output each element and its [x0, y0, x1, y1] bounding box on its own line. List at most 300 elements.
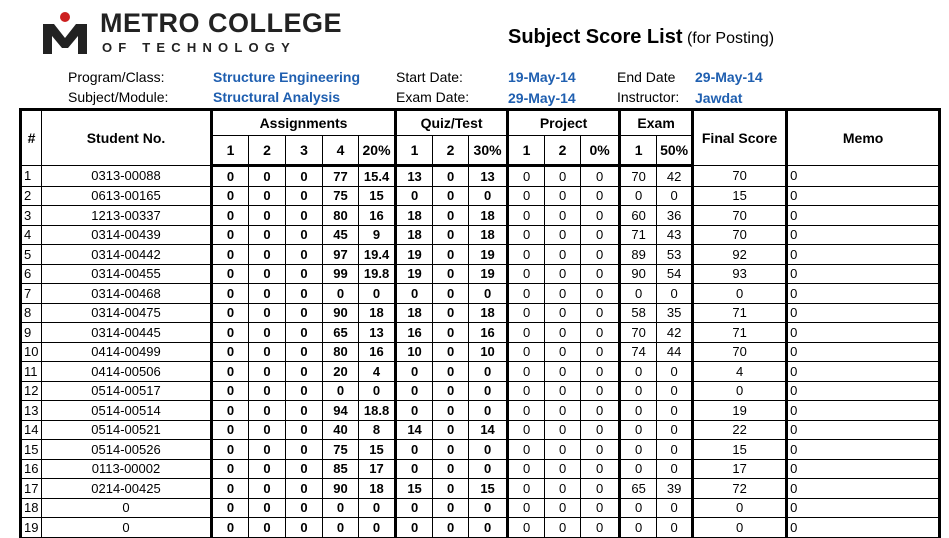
assignment-score-cell: 0	[212, 401, 249, 421]
assignment-score-cell: 0	[323, 518, 359, 538]
student-no-cell: 0314-00455	[42, 264, 212, 284]
assignment-score-cell: 0	[286, 206, 323, 226]
row-number: 5	[21, 245, 42, 265]
quiz-score-cell: 0	[396, 186, 433, 206]
row-number: 19	[21, 518, 42, 538]
quiz-score-cell: 16	[469, 323, 508, 343]
logo-subtitle: OF TECHNOLOGY	[102, 40, 296, 55]
project-score-cell: 0	[545, 498, 581, 518]
assignment-score-cell: 0	[286, 245, 323, 265]
project-score-cell: 0	[581, 323, 620, 343]
student-no-cell: 0314-00475	[42, 303, 212, 323]
quiz-score-cell: 0	[469, 518, 508, 538]
document-title	[508, 26, 774, 49]
row-number: 8	[21, 303, 42, 323]
assignment-score-cell: 17	[359, 459, 396, 479]
quiz-score-cell: 15	[469, 479, 508, 499]
exam-score-cell: 0	[657, 440, 693, 460]
assignment-score-cell: 0	[286, 166, 323, 187]
project-score-cell: 0	[581, 166, 620, 187]
project-score-cell: 0	[508, 362, 545, 382]
exam-score-cell: 0	[657, 498, 693, 518]
final-score-cell: 70	[693, 166, 787, 187]
table-row	[21, 518, 940, 538]
assignment-score-cell: 0	[212, 225, 249, 245]
quiz-score-cell: 0	[469, 186, 508, 206]
subheader-cell: 2	[545, 136, 581, 166]
final-score-cell: 4	[693, 362, 787, 382]
exam-score-cell: 0	[657, 186, 693, 206]
document-title-main: Subject Score List	[508, 26, 683, 48]
project-score-cell: 0	[545, 381, 581, 401]
project-score-cell: 0	[581, 362, 620, 382]
row-number: 10	[21, 342, 42, 362]
assignment-score-cell: 0	[212, 303, 249, 323]
table-row	[21, 459, 940, 479]
student-no-cell: 0613-00165	[42, 186, 212, 206]
assignment-score-cell: 0	[212, 420, 249, 440]
student-no-cell: 0514-00521	[42, 420, 212, 440]
assignment-score-cell: 0	[286, 342, 323, 362]
memo-cell: 0	[787, 225, 940, 245]
assignment-score-cell: 0	[286, 401, 323, 421]
header-project: Project	[508, 110, 620, 136]
assignment-score-cell: 0	[286, 381, 323, 401]
quiz-score-cell: 0	[433, 225, 469, 245]
assignment-score-cell: 0	[323, 284, 359, 304]
quiz-score-cell: 19	[469, 264, 508, 284]
exam-score-cell: 0	[620, 186, 657, 206]
quiz-score-cell: 0	[396, 362, 433, 382]
row-number: 11	[21, 362, 42, 382]
quiz-score-cell: 16	[396, 323, 433, 343]
quiz-score-cell: 0	[469, 498, 508, 518]
quiz-score-cell: 0	[433, 264, 469, 284]
quiz-score-cell: 0	[469, 362, 508, 382]
row-number: 4	[21, 225, 42, 245]
memo-cell: 0	[787, 323, 940, 343]
project-score-cell: 0	[581, 245, 620, 265]
row-number: 15	[21, 440, 42, 460]
project-score-cell: 0	[581, 186, 620, 206]
quiz-score-cell: 18	[469, 225, 508, 245]
assignment-score-cell: 0	[212, 342, 249, 362]
assignment-score-cell: 80	[323, 342, 359, 362]
assignment-score-cell: 0	[212, 381, 249, 401]
student-no-cell: 0113-00002	[42, 459, 212, 479]
memo-cell: 0	[787, 303, 940, 323]
instructor-value: Jawdat	[695, 90, 743, 106]
assignment-score-cell: 0	[286, 440, 323, 460]
assignment-score-cell: 0	[359, 381, 396, 401]
assignment-score-cell: 0	[249, 401, 286, 421]
exam-score-cell: 60	[620, 206, 657, 226]
subheader-cell: 20%	[359, 136, 396, 166]
memo-cell: 0	[787, 498, 940, 518]
assignment-score-cell: 0	[249, 498, 286, 518]
assignment-score-cell: 0	[249, 225, 286, 245]
assignment-score-cell: 85	[323, 459, 359, 479]
project-score-cell: 0	[508, 186, 545, 206]
assignment-score-cell: 0	[212, 459, 249, 479]
quiz-score-cell: 0	[469, 284, 508, 304]
final-score-cell: 0	[693, 518, 787, 538]
quiz-score-cell: 0	[433, 381, 469, 401]
project-score-cell: 0	[545, 206, 581, 226]
final-score-cell: 15	[693, 440, 787, 460]
assignment-score-cell: 0	[212, 284, 249, 304]
quiz-score-cell: 18	[469, 206, 508, 226]
exam-score-cell: 39	[657, 479, 693, 499]
exam-score-cell: 0	[620, 459, 657, 479]
exam-score-cell: 58	[620, 303, 657, 323]
assignment-score-cell: 94	[323, 401, 359, 421]
assignment-score-cell: 0	[212, 323, 249, 343]
row-number: 9	[21, 323, 42, 343]
row-number: 12	[21, 381, 42, 401]
student-no-cell: 0414-00499	[42, 342, 212, 362]
assignment-score-cell: 0	[212, 166, 249, 187]
assignment-score-cell: 16	[359, 206, 396, 226]
final-score-cell: 0	[693, 284, 787, 304]
exam-score-cell: 0	[657, 362, 693, 382]
row-number: 13	[21, 401, 42, 421]
quiz-score-cell: 10	[396, 342, 433, 362]
table-row	[21, 323, 940, 343]
row-number: 17	[21, 479, 42, 499]
subheader-cell: 2	[433, 136, 469, 166]
exam-date-label: Exam Date:	[396, 89, 470, 105]
quiz-score-cell: 15	[396, 479, 433, 499]
quiz-score-cell: 18	[396, 225, 433, 245]
assignment-score-cell: 40	[323, 420, 359, 440]
assignment-score-cell: 20	[323, 362, 359, 382]
table-row	[21, 420, 940, 440]
quiz-score-cell: 14	[396, 420, 433, 440]
project-score-cell: 0	[508, 459, 545, 479]
assignment-score-cell: 19.4	[359, 245, 396, 265]
score-table	[19, 108, 941, 538]
exam-score-cell: 0	[657, 459, 693, 479]
project-score-cell: 0	[545, 420, 581, 440]
assignment-score-cell: 0	[249, 381, 286, 401]
project-score-cell: 0	[508, 245, 545, 265]
document-title-suffix: (for Posting)	[686, 30, 775, 47]
project-score-cell: 0	[581, 206, 620, 226]
quiz-score-cell: 0	[433, 342, 469, 362]
memo-cell: 0	[787, 459, 940, 479]
project-score-cell: 0	[545, 440, 581, 460]
table-row	[21, 440, 940, 460]
table-row	[21, 264, 940, 284]
project-score-cell: 0	[545, 401, 581, 421]
assignment-score-cell: 0	[286, 479, 323, 499]
project-score-cell: 0	[581, 440, 620, 460]
exam-score-cell: 42	[657, 323, 693, 343]
table-row	[21, 186, 940, 206]
table-row	[21, 245, 940, 265]
assignment-score-cell: 0	[249, 323, 286, 343]
header-quiz-test: Quiz/Test	[396, 110, 508, 136]
subheader-cell: 50%	[657, 136, 693, 166]
assignment-score-cell: 0	[286, 323, 323, 343]
project-score-cell: 0	[545, 518, 581, 538]
assignment-score-cell: 0	[359, 518, 396, 538]
row-number: 16	[21, 459, 42, 479]
project-score-cell: 0	[508, 440, 545, 460]
project-score-cell: 0	[581, 225, 620, 245]
quiz-score-cell: 0	[433, 401, 469, 421]
assignment-score-cell: 0	[249, 303, 286, 323]
exam-score-cell: 0	[620, 401, 657, 421]
assignment-score-cell: 0	[212, 186, 249, 206]
memo-cell: 0	[787, 362, 940, 382]
college-logo	[40, 8, 360, 60]
exam-score-cell: 0	[657, 420, 693, 440]
project-score-cell: 0	[545, 323, 581, 343]
assignment-score-cell: 13	[359, 323, 396, 343]
project-score-cell: 0	[545, 303, 581, 323]
quiz-score-cell: 0	[433, 420, 469, 440]
student-no-cell: 0313-00088	[42, 166, 212, 187]
final-score-cell: 22	[693, 420, 787, 440]
exam-score-cell: 0	[657, 381, 693, 401]
student-no-cell: 0214-00425	[42, 479, 212, 499]
quiz-score-cell: 0	[396, 401, 433, 421]
row-number: 3	[21, 206, 42, 226]
table-row	[21, 401, 940, 421]
subject-label: Subject/Module:	[68, 89, 169, 105]
project-score-cell: 0	[508, 166, 545, 187]
quiz-score-cell: 0	[469, 459, 508, 479]
exam-score-cell: 89	[620, 245, 657, 265]
final-score-cell: 93	[693, 264, 787, 284]
student-no-cell: 0414-00506	[42, 362, 212, 382]
exam-score-cell: 0	[620, 420, 657, 440]
project-score-cell: 0	[545, 479, 581, 499]
header-exam: Exam	[620, 110, 693, 136]
subheader-cell: 1	[212, 136, 249, 166]
row-number: 7	[21, 284, 42, 304]
assignment-score-cell: 0	[323, 498, 359, 518]
project-score-cell: 0	[581, 518, 620, 538]
quiz-score-cell: 13	[396, 166, 433, 187]
header-student-no: Student No.	[42, 110, 212, 166]
assignment-score-cell: 90	[323, 303, 359, 323]
project-score-cell: 0	[581, 284, 620, 304]
row-number: 14	[21, 420, 42, 440]
project-score-cell: 0	[581, 479, 620, 499]
assignment-score-cell: 0	[212, 479, 249, 499]
memo-cell: 0	[787, 401, 940, 421]
memo-cell: 0	[787, 186, 940, 206]
assignment-score-cell: 45	[323, 225, 359, 245]
assignment-score-cell: 75	[323, 186, 359, 206]
table-row	[21, 381, 940, 401]
exam-score-cell: 53	[657, 245, 693, 265]
table-row	[21, 498, 940, 518]
exam-score-cell: 71	[620, 225, 657, 245]
subject-value: Structural Analysis	[213, 89, 341, 105]
assignment-score-cell: 0	[249, 518, 286, 538]
quiz-score-cell: 0	[469, 381, 508, 401]
project-score-cell: 0	[508, 518, 545, 538]
assignment-score-cell: 0	[249, 166, 286, 187]
project-score-cell: 0	[508, 323, 545, 343]
final-score-cell: 15	[693, 186, 787, 206]
assignment-score-cell: 0	[212, 440, 249, 460]
exam-score-cell: 0	[620, 498, 657, 518]
end-date-value: 29-May-14	[695, 69, 763, 85]
student-no-cell: 0314-00445	[42, 323, 212, 343]
quiz-score-cell: 18	[396, 206, 433, 226]
quiz-score-cell: 0	[433, 518, 469, 538]
header-assignments: Assignments	[212, 110, 396, 136]
assignment-score-cell: 9	[359, 225, 396, 245]
assignment-score-cell: 0	[212, 206, 249, 226]
memo-cell: 0	[787, 166, 940, 187]
project-score-cell: 0	[581, 381, 620, 401]
project-score-cell: 0	[545, 342, 581, 362]
subheader-cell: 3	[286, 136, 323, 166]
instructor-label: Instructor:	[617, 89, 680, 105]
table-row	[21, 479, 940, 499]
end-date-label: End Date	[617, 69, 676, 85]
exam-score-cell: 36	[657, 206, 693, 226]
assignment-score-cell: 15	[359, 440, 396, 460]
final-score-cell: 0	[693, 498, 787, 518]
assignment-score-cell: 0	[249, 459, 286, 479]
project-score-cell: 0	[581, 498, 620, 518]
quiz-score-cell: 0	[433, 440, 469, 460]
project-score-cell: 0	[545, 362, 581, 382]
assignment-score-cell: 19.8	[359, 264, 396, 284]
header-memo: Memo	[787, 110, 940, 166]
assignment-score-cell: 0	[286, 362, 323, 382]
student-no-cell: 0	[42, 518, 212, 538]
quiz-score-cell: 0	[396, 381, 433, 401]
memo-cell: 0	[787, 284, 940, 304]
quiz-score-cell: 14	[469, 420, 508, 440]
assignment-score-cell: 0	[249, 440, 286, 460]
memo-cell: 0	[787, 440, 940, 460]
exam-score-cell: 70	[620, 323, 657, 343]
table-row	[21, 284, 940, 304]
final-score-cell: 71	[693, 323, 787, 343]
assignment-score-cell: 0	[249, 284, 286, 304]
final-score-cell: 70	[693, 206, 787, 226]
exam-score-cell: 0	[657, 401, 693, 421]
assignment-score-cell: 0	[212, 518, 249, 538]
row-number: 18	[21, 498, 42, 518]
memo-cell: 0	[787, 381, 940, 401]
assignment-score-cell: 0	[359, 284, 396, 304]
table-row	[21, 303, 940, 323]
exam-score-cell: 0	[620, 381, 657, 401]
subheader-cell: 1	[396, 136, 433, 166]
assignment-score-cell: 0	[323, 381, 359, 401]
quiz-score-cell: 19	[396, 264, 433, 284]
exam-date-value: 29-May-14	[508, 90, 576, 106]
assignment-score-cell: 16	[359, 342, 396, 362]
quiz-score-cell: 0	[433, 166, 469, 187]
assignment-score-cell: 0	[212, 362, 249, 382]
subheader-cell: 2	[249, 136, 286, 166]
exam-score-cell: 0	[657, 518, 693, 538]
final-score-cell: 19	[693, 401, 787, 421]
subheader-cell: 30%	[469, 136, 508, 166]
project-score-cell: 0	[508, 479, 545, 499]
quiz-score-cell: 0	[396, 284, 433, 304]
student-no-cell: 1213-00337	[42, 206, 212, 226]
assignment-score-cell: 99	[323, 264, 359, 284]
project-score-cell: 0	[545, 459, 581, 479]
project-score-cell: 0	[581, 264, 620, 284]
quiz-score-cell: 0	[433, 362, 469, 382]
exam-score-cell: 54	[657, 264, 693, 284]
memo-cell: 0	[787, 518, 940, 538]
quiz-score-cell: 13	[469, 166, 508, 187]
assignment-score-cell: 18	[359, 303, 396, 323]
student-no-cell: 0514-00514	[42, 401, 212, 421]
final-score-cell: 72	[693, 479, 787, 499]
student-no-cell: 0	[42, 498, 212, 518]
quiz-score-cell: 0	[396, 440, 433, 460]
final-score-cell: 92	[693, 245, 787, 265]
project-score-cell: 0	[581, 401, 620, 421]
student-no-cell: 0314-00468	[42, 284, 212, 304]
quiz-score-cell: 0	[433, 284, 469, 304]
quiz-score-cell: 0	[433, 245, 469, 265]
assignment-score-cell: 0	[212, 498, 249, 518]
quiz-score-cell: 19	[396, 245, 433, 265]
project-score-cell: 0	[545, 225, 581, 245]
exam-score-cell: 70	[620, 166, 657, 187]
quiz-score-cell: 0	[396, 518, 433, 538]
program-label: Program/Class:	[68, 69, 165, 85]
exam-score-cell: 65	[620, 479, 657, 499]
project-score-cell: 0	[545, 264, 581, 284]
table-row	[21, 342, 940, 362]
exam-score-cell: 44	[657, 342, 693, 362]
assignment-score-cell: 0	[212, 264, 249, 284]
row-number: 2	[21, 186, 42, 206]
row-number: 1	[21, 166, 42, 187]
table-row	[21, 362, 940, 382]
exam-score-cell: 0	[657, 284, 693, 304]
assignment-score-cell: 0	[249, 342, 286, 362]
table-row	[21, 225, 940, 245]
quiz-score-cell: 0	[469, 401, 508, 421]
project-score-cell: 0	[508, 420, 545, 440]
assignment-score-cell: 0	[286, 459, 323, 479]
assignment-score-cell: 0	[286, 264, 323, 284]
exam-score-cell: 35	[657, 303, 693, 323]
memo-cell: 0	[787, 420, 940, 440]
exam-score-cell: 0	[620, 518, 657, 538]
memo-cell: 0	[787, 206, 940, 226]
assignment-score-cell: 8	[359, 420, 396, 440]
college-logo-icon	[40, 12, 90, 56]
table-row	[21, 166, 940, 187]
logo-title: METRO COLLEGE	[100, 8, 342, 38]
assignment-score-cell: 0	[286, 225, 323, 245]
final-score-cell: 17	[693, 459, 787, 479]
program-value: Structure Engineering	[213, 69, 361, 85]
final-score-cell: 71	[693, 303, 787, 323]
quiz-score-cell: 0	[433, 498, 469, 518]
final-score-cell: 70	[693, 225, 787, 245]
